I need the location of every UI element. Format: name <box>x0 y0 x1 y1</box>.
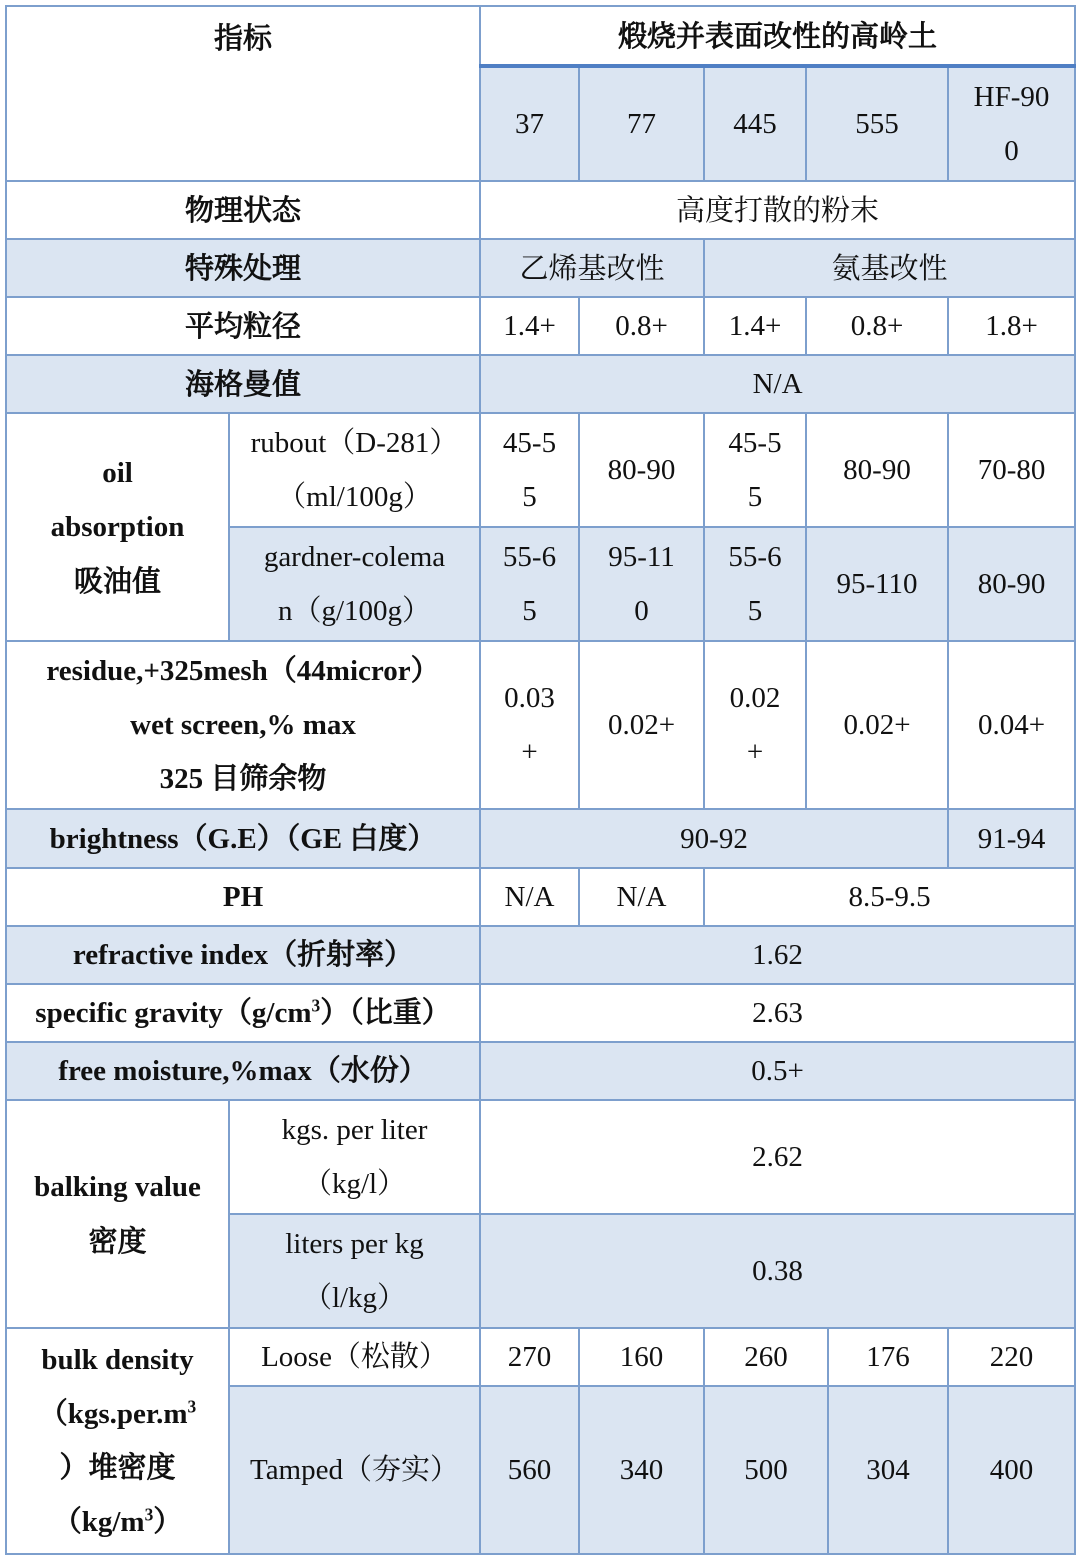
brightness-hf900: 91-94 <box>948 809 1075 868</box>
gravity-label-post: ）（比重） <box>320 997 451 1029</box>
residue-555: 0.02+ <box>806 641 948 809</box>
vinyl-modified: 乙烯基改性 <box>480 239 704 297</box>
indicator-header <box>6 6 480 181</box>
liter-per-kg-l1: liters per kg <box>285 1228 424 1260</box>
bulk-label-4-pre: （kg/m <box>52 1506 145 1538</box>
residue-445-l2: + <box>746 736 764 768</box>
oil-label-2: absorption <box>50 511 185 543</box>
avg-particle-37: 1.4+ <box>480 297 579 355</box>
rubout-label <box>229 413 480 527</box>
refractive-value: 1.62 <box>480 926 1075 984</box>
bulk-label-3: ）堆密度 <box>59 1452 176 1484</box>
loose-445: 260 <box>704 1328 828 1386</box>
oil-label-cn: 吸油值 <box>73 564 161 598</box>
tamped-label: Tamped（夯实） <box>229 1386 480 1554</box>
row-oil-rubout <box>6 413 1075 527</box>
residue-37-l1: 0.03 <box>504 682 555 714</box>
ph-77: N/A <box>579 868 704 926</box>
residue-label <box>6 641 480 809</box>
row-residue <box>6 641 1075 809</box>
bulk-label-1: bulk density <box>41 1344 194 1376</box>
avg-particle-445: 1.4+ <box>704 297 806 355</box>
row-avg-particle <box>6 297 1075 355</box>
gravity-value: 2.63 <box>480 984 1075 1042</box>
gardner-445 <box>704 527 806 641</box>
row-balking-kg <box>6 1100 1075 1214</box>
row-moisture <box>6 1042 1075 1100</box>
residue-445-l1: 0.02 <box>729 682 781 714</box>
kg-per-liter-label <box>229 1100 480 1214</box>
gardner-label-2: n（g/100g） <box>277 595 432 627</box>
tamped-445: 500 <box>704 1386 828 1554</box>
gardner-77-l2: 0 <box>634 595 649 627</box>
bulk-label-2-pre: （kgs.per.m <box>38 1398 188 1430</box>
row-brightness <box>6 809 1075 868</box>
hegman-value: N/A <box>480 355 1075 413</box>
loose-label: Loose（松散） <box>229 1328 480 1386</box>
rubout-hf900: 70-80 <box>948 413 1075 527</box>
oil-label-1: oil <box>102 457 133 489</box>
special-treatment-label: 特殊处理 <box>6 239 480 297</box>
indicator-label: 指标 <box>214 21 273 55</box>
header-row-1 <box>6 6 1075 66</box>
loose-77: 160 <box>579 1328 704 1386</box>
gardner-37 <box>480 527 579 641</box>
liter-per-kg-value: 0.38 <box>480 1214 1075 1328</box>
grade-hf900 <box>948 66 1075 181</box>
gardner-37-l2: 5 <box>522 595 537 627</box>
grade-445: 445 <box>704 66 806 181</box>
kg-per-liter-l1: kgs. per liter <box>281 1114 428 1146</box>
ph-37: N/A <box>480 868 579 926</box>
amino-modified: 氨基改性 <box>704 239 1075 297</box>
residue-445 <box>704 641 806 809</box>
avg-particle-555: 0.8+ <box>806 297 948 355</box>
balking-label <box>6 1100 229 1328</box>
ph-rest: 8.5-9.5 <box>704 868 1075 926</box>
residue-label-1: residue,+325mesh（44micror） <box>46 655 440 687</box>
rubout-37-l1: 45-5 <box>502 427 557 459</box>
liter-per-kg-label <box>229 1214 480 1328</box>
kg-per-liter-l2: （kg/l） <box>302 1168 407 1200</box>
row-special-treatment <box>6 239 1075 297</box>
oil-absorption-label <box>6 413 229 641</box>
row-ph <box>6 868 1075 926</box>
bulk-label-2 <box>11 1387 224 1441</box>
moisture-value: 0.5+ <box>480 1042 1075 1100</box>
row-physical-state <box>6 181 1075 239</box>
rubout-445-l1: 45-5 <box>728 427 782 459</box>
bulk-label-2-sup: 3 <box>187 1396 197 1417</box>
residue-label-2: wet screen,% max <box>130 709 356 741</box>
rubout-37 <box>480 413 579 527</box>
moisture-label: free moisture,%max（水份） <box>6 1042 480 1100</box>
residue-37-l2: + <box>521 736 538 768</box>
refractive-label: refractive index（折射率） <box>6 926 480 984</box>
kaolin-spec-table <box>5 5 1076 1555</box>
bulk-label-4-post: ） <box>153 1506 183 1538</box>
gardner-77 <box>579 527 704 641</box>
loose-37: 270 <box>480 1328 579 1386</box>
tamped-555: 304 <box>828 1386 948 1554</box>
avg-particle-hf900: 1.8+ <box>948 297 1075 355</box>
grade-37: 37 <box>480 66 579 181</box>
rubout-77: 80-90 <box>579 413 704 527</box>
grade-555: 555 <box>806 66 948 181</box>
rubout-445 <box>704 413 806 527</box>
gardner-hf900: 80-90 <box>948 527 1075 641</box>
rubout-555: 80-90 <box>806 413 948 527</box>
gardner-label-1: gardner-colema <box>263 541 446 573</box>
grade-hf900-line2: 0 <box>1004 135 1019 167</box>
residue-label-3: 325 目筛余物 <box>159 763 327 795</box>
balking-label-cn: 密度 <box>88 1224 147 1258</box>
bulk-label-4 <box>11 1495 224 1549</box>
physical-state-label: 物理状态 <box>6 181 480 239</box>
gardner-37-l1: 55-6 <box>502 541 557 573</box>
gravity-label-sup: 3 <box>311 995 321 1016</box>
avg-particle-77: 0.8+ <box>579 297 704 355</box>
gardner-77-l1: 95-11 <box>608 541 675 573</box>
row-gravity <box>6 984 1075 1042</box>
balking-label-en: balking value <box>34 1171 201 1203</box>
group-title-cell <box>480 6 1075 66</box>
row-bulk-loose <box>6 1328 1075 1386</box>
avg-particle-label: 平均粒径 <box>6 297 480 355</box>
gardner-445-l2: 5 <box>747 595 763 627</box>
bulk-label-4-sup: 3 <box>144 1504 154 1525</box>
residue-hf900: 0.04+ <box>948 641 1075 809</box>
brightness-label: brightness（G.E）（GE 白度） <box>6 809 480 868</box>
gravity-label <box>6 984 480 1042</box>
ph-label: PH <box>6 868 480 926</box>
rubout-37-l2: 5 <box>522 481 537 513</box>
loose-555: 176 <box>828 1328 948 1386</box>
tamped-37: 560 <box>480 1386 579 1554</box>
rubout-label-1: rubout（D-281） <box>250 427 459 459</box>
tamped-hf900: 400 <box>948 1386 1075 1554</box>
kg-per-liter-value: 2.62 <box>480 1100 1075 1214</box>
residue-77: 0.02+ <box>579 641 704 809</box>
physical-state-value: 高度打散的粉末 <box>480 181 1075 239</box>
tamped-77: 340 <box>579 1386 704 1554</box>
liter-per-kg-l2: （l/kg） <box>302 1282 407 1314</box>
rubout-label-2: （ml/100g） <box>277 481 432 513</box>
gardner-555: 95-110 <box>806 527 948 641</box>
gardner-label <box>229 527 480 641</box>
row-hegman <box>6 355 1075 413</box>
residue-37 <box>480 641 579 809</box>
grade-77: 77 <box>579 66 704 181</box>
hegman-label: 海格曼值 <box>6 355 480 413</box>
row-refractive <box>6 926 1075 984</box>
bulk-density-label <box>6 1328 229 1554</box>
rubout-445-l2: 5 <box>747 481 763 513</box>
gravity-label-pre: specific gravity（g/cm <box>35 997 312 1029</box>
loose-hf900: 220 <box>948 1328 1075 1386</box>
grade-hf900-line1: HF-90 <box>973 81 1050 113</box>
group-title: 煅烧并表面改性的高岭土 <box>618 18 938 53</box>
gardner-445-l1: 55-6 <box>728 541 782 573</box>
brightness-main: 90-92 <box>480 809 948 868</box>
